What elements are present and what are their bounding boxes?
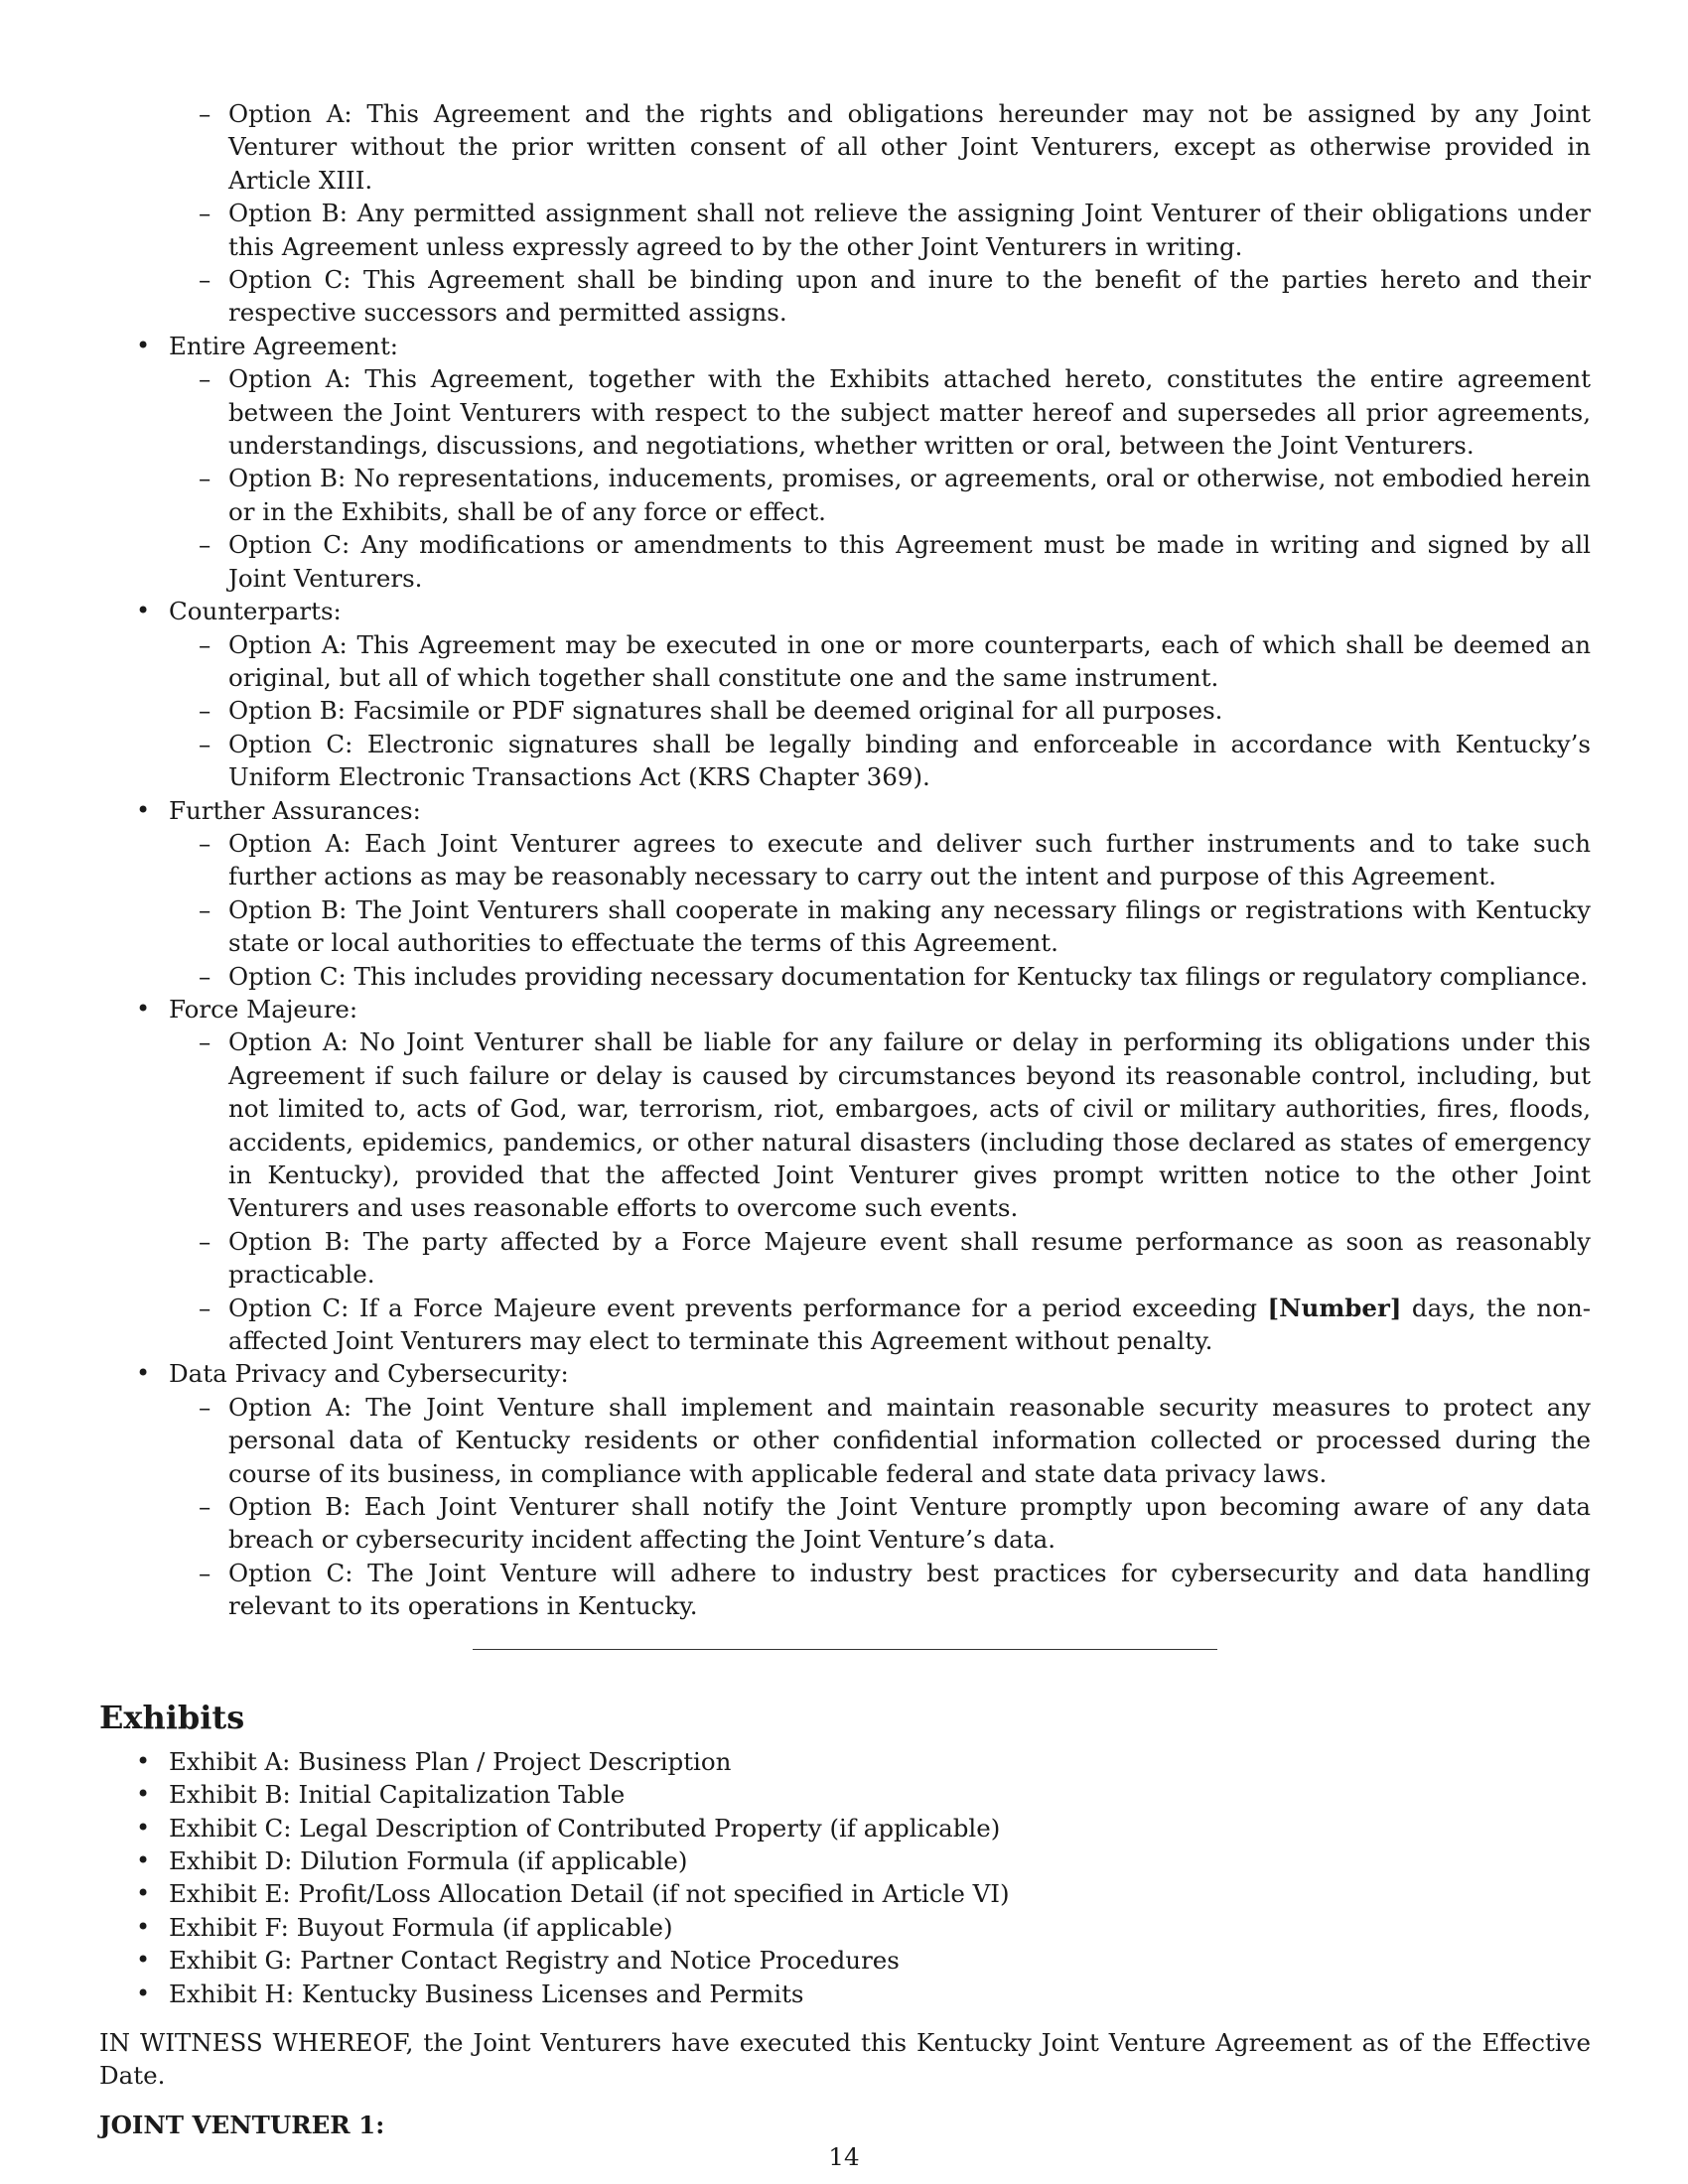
option-b xyxy=(169,1225,1591,1292)
assignment-option-b xyxy=(99,197,1591,263)
dash-marker: – xyxy=(199,1293,211,1322)
exhibit-item xyxy=(99,1877,1591,1910)
bullet-marker: • xyxy=(136,1879,151,1908)
exhibit-text: Exhibit F: Buyout Formula (if applicable) xyxy=(169,1912,673,1942)
dash-marker: – xyxy=(199,629,211,659)
number-placeholder: [Number] xyxy=(1267,1293,1402,1322)
bullet-marker: • xyxy=(136,1359,151,1388)
clause-options xyxy=(169,1391,1591,1623)
option-c xyxy=(169,960,1591,993)
bullet-marker: • xyxy=(136,1746,151,1775)
dash-marker: – xyxy=(199,1492,211,1522)
assignment-option-a xyxy=(99,97,1591,197)
option-text: Option B: No representations, inducements, promises, or agreements, oral or otherwise, not embodied herein or in the Exhibits, shall be of any force or effect. xyxy=(228,464,1591,526)
option-text-before: Option C: If a Force Majeure event prevents performance for a period exceeding xyxy=(228,1293,1268,1322)
exhibit-text: Exhibit G: Partner Contact Registry and Notice Procedures xyxy=(169,1946,900,1976)
exhibits-heading: Exhibits xyxy=(99,1698,245,1736)
option-c xyxy=(169,728,1591,794)
option-text: Option A: This Agreement may be executed in one or more counterparts, each of which shall be deemed an original, but all of which together shall constitute one and the same instrument. xyxy=(228,629,1591,692)
option-a xyxy=(169,1391,1591,1490)
option-b xyxy=(169,893,1591,960)
option-c xyxy=(169,1292,1591,1358)
document-page xyxy=(99,97,1591,2141)
bullet-marker: • xyxy=(136,1946,151,1975)
exhibit-text: Exhibit E: Profit/Loss Allocation Detail (if not specified in Article VI) xyxy=(169,1879,1010,1909)
page-number: 14 xyxy=(828,2142,860,2171)
dash-marker: – xyxy=(199,364,211,394)
exhibit-item xyxy=(99,1745,1591,1778)
clause-force-majeure xyxy=(99,993,1591,1357)
option-text: Option A: The Joint Venture shall implement and maintain reasonable security measures to protect any personal data of Kentucky residents or other confidential information collected or processed during the course of its business, in compliance with applicable federal and state data privacy laws. xyxy=(228,1392,1591,1488)
clause-options xyxy=(169,827,1591,993)
dash-marker: – xyxy=(199,464,211,493)
clause-title: Force Majeure: xyxy=(169,994,358,1024)
exhibit-text: Exhibit D: Dilution Formula (if applicable) xyxy=(169,1845,688,1875)
option-a xyxy=(169,827,1591,893)
bullet-marker: • xyxy=(136,597,151,625)
horizontal-rule xyxy=(473,1649,1217,1650)
dash-marker: – xyxy=(199,530,211,560)
option-text: Option C: Electronic signatures shall be legally binding and enforceable in accordance with Kentucky’s Uniform Electronic Transactions Act (KRS Chapter 369). xyxy=(228,729,1591,792)
clause-title: Counterparts: xyxy=(169,597,342,626)
bullet-marker: • xyxy=(136,1912,151,1941)
clause-data-privacy xyxy=(99,1357,1591,1622)
dash-marker: – xyxy=(199,1226,211,1256)
option-text: Option C: This Agreement shall be binding upon and inure to the benefit of the parties hereto and their respective successors and permitted assigns. xyxy=(228,265,1591,328)
exhibit-item xyxy=(99,1911,1591,1944)
dash-marker: – xyxy=(199,1027,211,1057)
dash-marker: – xyxy=(199,894,211,924)
dash-marker: – xyxy=(199,729,211,758)
option-text: Option B: Facsimile or PDF signatures shall be deemed original for all purposes. xyxy=(228,696,1223,726)
clause-title: Further Assurances: xyxy=(169,795,421,825)
option-b xyxy=(169,694,1591,727)
exhibit-text: Exhibit H: Kentucky Business Licenses and Permits xyxy=(169,1979,804,2008)
option-c xyxy=(169,1557,1591,1623)
option-b xyxy=(169,1490,1591,1557)
assignment-option-c xyxy=(99,263,1591,330)
option-text: Option C: The Joint Venture will adhere to industry best practices for cybersecurity and data handling relevant to its operations in Kentucky. xyxy=(228,1558,1591,1621)
bullet-marker: • xyxy=(136,1780,151,1809)
clause-options xyxy=(169,362,1591,595)
bullet-marker: • xyxy=(136,795,151,824)
option-text: Option C: Any modifications or amendments to this Agreement must be made in writing and signed by all Joint Venturers. xyxy=(228,530,1591,593)
clause-options xyxy=(169,628,1591,794)
option-text: Option A: This Agreement and the rights and obligations hereunder may not be assigned by any Joint Venturer without the prior written consent of all other Joint Venturers, except as otherwise provided in Article XIII. xyxy=(228,99,1591,195)
option-text: Option B: Each Joint Venturer shall notify the Joint Venture promptly upon becoming aware of any data breach or cybersecurity incident affecting the Joint Venture’s data. xyxy=(228,1492,1591,1555)
clause-counterparts xyxy=(99,595,1591,793)
clause-title: Data Privacy and Cybersecurity: xyxy=(169,1359,569,1389)
dash-marker: – xyxy=(199,961,211,991)
dash-marker: – xyxy=(199,1558,211,1587)
bullet-marker: • xyxy=(136,1813,151,1842)
bullet-marker: • xyxy=(136,331,151,359)
option-text: Option C: This includes providing necessary documentation for Kentucky tax filings or regulatory compliance. xyxy=(228,961,1589,991)
exhibit-text: Exhibit B: Initial Capitalization Table xyxy=(169,1780,626,1810)
dash-marker: – xyxy=(199,199,211,228)
option-c xyxy=(169,528,1591,595)
clause-title: Entire Agreement: xyxy=(169,331,399,360)
option-text: Option B: The Joint Venturers shall cooperate in making any necessary filings or registrations with Kentucky state or local authorities to effectuate the terms of this Agreement. xyxy=(228,894,1591,958)
exhibit-item xyxy=(99,1844,1591,1877)
clause-further-assurances xyxy=(99,794,1591,993)
bullet-marker: • xyxy=(136,994,151,1023)
clause-list xyxy=(99,330,1591,1623)
option-a xyxy=(169,362,1591,462)
option-text: Option B: The party affected by a Force Majeure event shall resume performance as soon as reasonably practicable. xyxy=(228,1226,1591,1290)
signer-heading: JOINT VENTURER 1: xyxy=(99,2110,385,2139)
clause-options xyxy=(169,1025,1591,1357)
exhibit-item xyxy=(99,1978,1591,2010)
option-a xyxy=(169,628,1591,695)
exhibit-list xyxy=(99,1745,1591,2010)
assignment-options xyxy=(99,97,1591,330)
clause-entire-agreement xyxy=(99,330,1591,595)
dash-marker: – xyxy=(199,696,211,726)
option-text: Option A: This Agreement, together with the Exhibits attached hereto, constitutes the entire agreement between the Joint Venturers with respect to the subject matter hereof and supersedes all prior agreements, understandings, discussions, and negotiations, whether written or oral, between the Joint Venturers. xyxy=(228,364,1591,461)
exhibit-item xyxy=(99,1812,1591,1844)
dash-marker: – xyxy=(199,1392,211,1422)
dash-marker: – xyxy=(199,265,211,295)
option-text-after: days, the non-affected Joint Venturers may elect to terminate this Agreement without penalty. xyxy=(228,1293,1591,1356)
dash-marker: – xyxy=(199,828,211,858)
dash-marker: – xyxy=(199,99,211,128)
bullet-marker: • xyxy=(136,1845,151,1874)
bullet-marker: • xyxy=(136,1979,151,2007)
exhibit-item xyxy=(99,1778,1591,1811)
option-text: Option A: No Joint Venturer shall be liable for any failure or delay in performing its obligations under this Agreement if such failure or delay is caused by circumstances beyond its reasonable control, including, but not limited to, acts of God, war, terrorism, riot, embargoes, acts of civil or military authorities, fires, floods, accidents, epidemics, pandemics, or other natural disasters (including those declared as states of emergency in Kentucky), provided that the affected Joint Venturer gives prompt written notice to the other Joint Venturers and uses reasonable efforts to overcome such events. xyxy=(228,1027,1591,1223)
exhibit-text: Exhibit A: Business Plan / Project Description xyxy=(169,1746,732,1776)
witness-statement: IN WITNESS WHEREOF, the Joint Venturers have executed this Kentucky Joint Venture Agreement as of the Effective Date. xyxy=(99,2027,1591,2091)
option-b xyxy=(169,462,1591,528)
exhibit-text: Exhibit C: Legal Description of Contributed Property (if applicable) xyxy=(169,1813,1001,1843)
exhibit-item xyxy=(99,1944,1591,1977)
option-text: Option A: Each Joint Venturer agrees to execute and deliver such further instruments and to take such further actions as may be reasonably necessary to carry out the intent and purpose of this Agreement. xyxy=(228,828,1591,891)
option-a xyxy=(169,1025,1591,1224)
option-text: Option B: Any permitted assignment shall not relieve the assigning Joint Venturer of their obligations under this Agreement unless expressly agreed to by the other Joint Venturers in writing. xyxy=(228,199,1591,261)
